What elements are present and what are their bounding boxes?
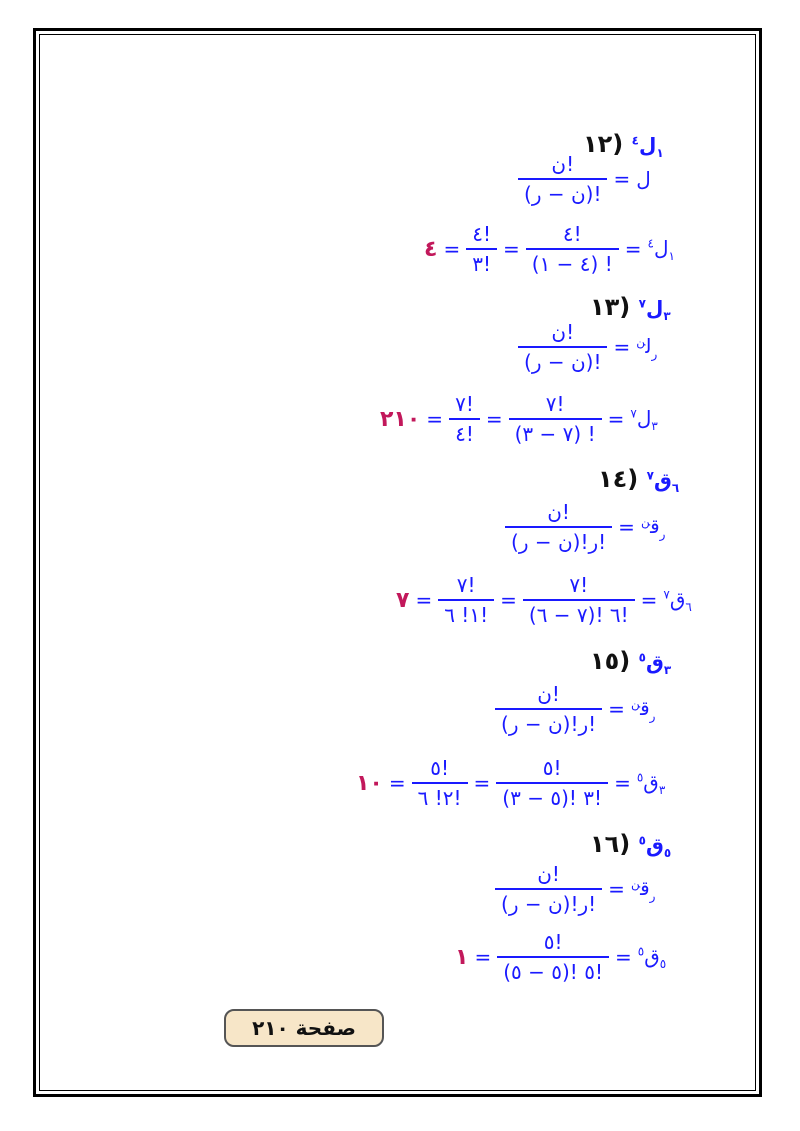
fraction: $\frac{\text{ن!}}{\text{(ن − ر)!}}$	[518, 152, 607, 206]
problem-15-calculation: ١٠ = $\frac{٥!}{٢! ٦!}$ = $\frac{٥!}{(٥ - ٣)! ٣!}$ = $_٣$ق$^٥$	[356, 756, 666, 810]
result-value: ٢١٠	[380, 406, 421, 432]
problem-13-heading: $_٣$ل$^٧$ (١٣	[590, 293, 671, 323]
problem-16-formula: $\frac{\text{ن!}}{\text{(ن − ر)!ر!}}$ = $_ر$ق$^ن$	[495, 862, 655, 916]
problem-13-calculation: ٢١٠ = $\frac{٧!}{٤!}$ = $\frac{٧!}{(٧ - ٣) !}$ = $_٣$ل$^٧$	[380, 392, 658, 446]
problem-12-formula: $\frac{\text{ن!}}{\text{(ن − ر)!}}$ = ل	[518, 152, 651, 206]
problem-12-calculation: ٤ = $\frac{٤!}{٣!}$ = $\frac{٤!}{(٤ - ١) !}$ = $_١$ل$^٤$	[424, 222, 675, 276]
result-value: ٤	[424, 236, 438, 262]
problem-12-heading: $_١$ل$^٤$ (١٢	[583, 130, 664, 160]
problem-16-calculation: ١ = $\frac{٥!}{(٥ - ٥)! ٥!}$ = $_٥$ق$^٥$	[455, 930, 667, 984]
result-value: ١٠	[356, 770, 383, 796]
problem-14-formula: $\frac{\text{ن!}}{\text{(ن − ر)!ر!}}$ = $_ر$ق$^ن$	[505, 500, 665, 554]
problem-14-heading: $_٦$ق$^٧$ (١٤	[598, 465, 680, 495]
page-number-badge: صفحة ٢١٠	[224, 1009, 384, 1047]
problem-15-heading: $_٣$ق$^٥$ (١٥	[590, 647, 672, 677]
problem-14-calculation: ٧ = $\frac{٧!}{١! ٦!}$ = $\frac{٧!}{(٧ - ٦)! ٦!}$ = $_٦$ق$^٧$	[396, 573, 692, 627]
problem-16-heading: $_٥$ق$^٥$ (١٦	[590, 830, 672, 860]
result-value: ١	[455, 944, 469, 970]
problem-15-formula: $\frac{\text{ن!}}{\text{(ن − ر)!ر!}}$ = $_ر$ق$^ن$	[495, 682, 655, 736]
problem-13-formula: $\frac{\text{ن!}}{\text{(ن − ر)!}}$ = $_ر$ل$^ن$	[518, 320, 657, 374]
result-value: ٧	[396, 587, 410, 613]
